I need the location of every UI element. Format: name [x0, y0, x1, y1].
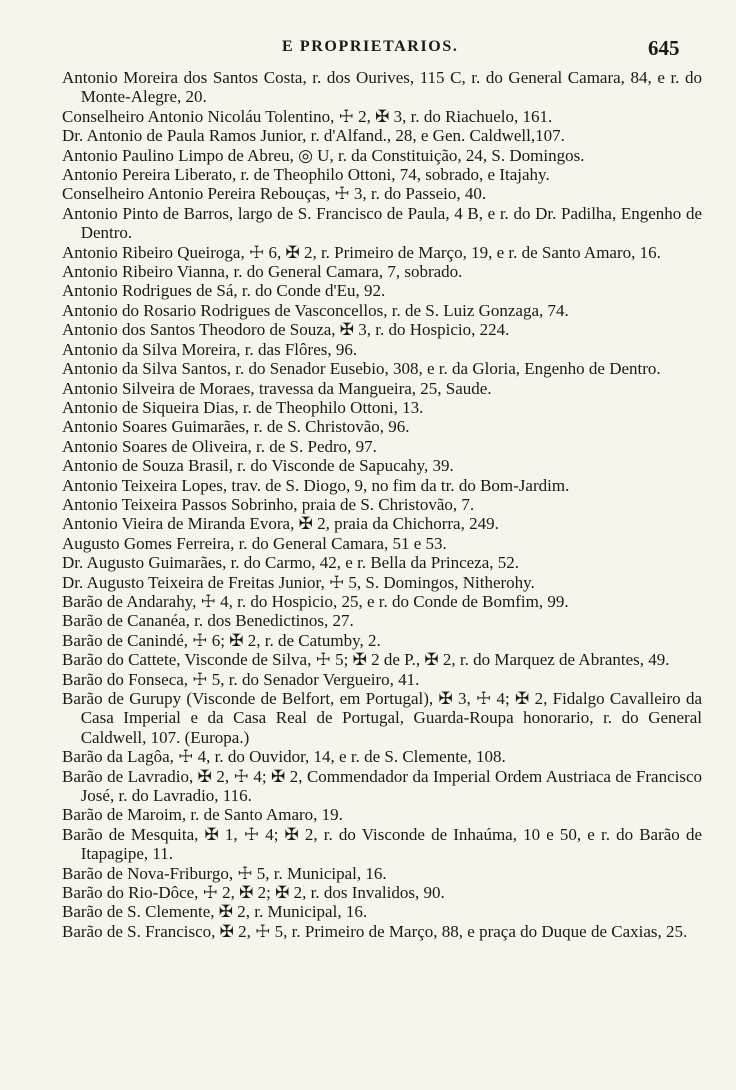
- directory-entry: Dr. Antonio de Paula Ramos Junior, r. d'Alfand., 28, e Gen. Caldwell,107.: [62, 126, 565, 146]
- directory-entry: Barão de Cananéa, r. dos Benedictinos, 27.: [62, 611, 354, 631]
- directory-entry: Antonio do Rosario Rodrigues de Vasconcellos, r. de S. Luiz Gonzaga, 74.: [62, 300, 569, 320]
- directory-entry: Conselheiro Antonio Nicoláu Tolentino, ☩ 2, ✠ 3, r. do Riachuelo, 161.: [62, 106, 553, 126]
- directory-entry: Barão de Canindé, ☩ 6; ✠ 2, r. de Catumby, 2.: [62, 630, 381, 650]
- directory-entry: Barão de Andarahy, ☩ 4, r. do Hospicio, 25, e r. do Conde de Bomfim, 99.: [62, 591, 569, 611]
- directory-entry: Antonio Pinto de Barros, largo de S. Francisco de Paula, 4 B, e r. do Dr. Padilha, Engenho de Dentro.: [62, 203, 702, 243]
- directory-entry: Barão de S. Francisco, ✠ 2, ☩ 5, r. Primeiro de Março, 88, e praça do Duque de Caxias, 25.: [62, 921, 688, 941]
- directory-entry: Antonio Pereira Liberato, r. de Theophilo Ottoni, 74, sobrado, e Itajahy.: [62, 165, 550, 185]
- directory-entry: Dr. Augusto Guimarães, r. do Carmo, 42, e r. Bella da Princeza, 52.: [62, 553, 520, 573]
- directory-entry: Antonio Teixeira Lopes, trav. de S. Diogo, 9, no fim da tr. do Bom-Jardim.: [62, 475, 570, 495]
- directory-entry: Antonio Soares Guimarães, r. de S. Christovão, 96.: [62, 417, 410, 437]
- directory-entry: Antonio Silveira de Moraes, travessa da Mangueira, 25, Saude.: [62, 378, 492, 398]
- directory-entry: Barão de Lavradio, ✠ 2, ☩ 4; ✠ 2, Commendador da Imperial Ordem Austriaca de Francisco José, r. do Lavradio, 116.: [62, 766, 702, 806]
- directory-entry: Barão da Lagôa, ☩ 4, r. do Ouvidor, 14, e r. de S. Clemente, 108.: [62, 747, 506, 767]
- entry-list: [62, 68, 702, 941]
- directory-entry: Barão de Gurupy (Visconde de Belfort, em Portugal), ✠ 3, ☩ 4; ✠ 2, Fidalgo Cavalleiro da Casa Imperial e da Casa Real de Portugal, Guarda-Roupa honorario, r. do General Caldwell, 107. (Europa.): [62, 689, 702, 747]
- directory-entry: Antonio de Souza Brasil, r. do Visconde de Sapucahy, 39.: [62, 456, 454, 476]
- page-number: 645: [648, 36, 680, 60]
- directory-entry: Barão de Maroim, r. de Santo Amaro, 19.: [62, 805, 343, 825]
- directory-entry: Barão do Rio-Dôce, ☩ 2, ✠ 2; ✠ 2, r. dos Invalidos, 90.: [62, 883, 445, 903]
- running-head: [0, 36, 736, 66]
- directory-entry: Conselheiro Antonio Pereira Rebouças, ☩ 3, r. do Passeio, 40.: [62, 184, 487, 204]
- directory-entry: Antonio Moreira dos Santos Costa, r. dos Ourives, 115 C, r. do General Camara, 84, e r. do Monte-Alegre, 20.: [62, 68, 702, 107]
- directory-entry: Barão do Cattete, Visconde de Silva, ☩ 5; ✠ 2 de P., ✠ 2, r. do Marquez de Abrantes, 49.: [62, 650, 670, 670]
- directory-entry: Antonio da Silva Santos, r. do Senador Eusebio, 308, e r. da Gloria, Engenho de Dentro.: [62, 359, 661, 379]
- directory-entry: Antonio Teixeira Passos Sobrinho, praia de S. Christovão, 7.: [62, 494, 475, 514]
- directory-entry: Barão do Fonseca, ☩ 5, r. do Senador Vergueiro, 41.: [62, 669, 420, 689]
- directory-entry: Antonio Rodrigues de Sá, r. do Conde d'Eu, 92.: [62, 281, 386, 301]
- directory-entry: Antonio da Silva Moreira, r. das Flôres, 96.: [62, 339, 358, 359]
- directory-entry: Antonio de Siqueira Dias, r. de Theophilo Ottoni, 13.: [62, 397, 424, 417]
- directory-entry: Antonio Ribeiro Queiroga, ☩ 6, ✠ 2, r. Primeiro de Março, 19, e r. de Santo Amaro, 16.: [62, 242, 661, 262]
- directory-entry: Dr. Augusto Teixeira de Freitas Junior, ☩ 5, S. Domingos, Nitherohy.: [62, 572, 535, 592]
- directory-entry: Antonio Soares de Oliveira, r. de S. Pedro, 97.: [62, 436, 377, 456]
- running-title: E PROPRIETARIOS.: [282, 38, 459, 55]
- directory-entry: Antonio dos Santos Theodoro de Souza, ✠ 3, r. do Hospicio, 224.: [62, 320, 510, 340]
- directory-entry: Antonio Paulino Limpo de Abreu, ◎ U, r. da Constituição, 24, S. Domingos.: [62, 145, 585, 165]
- directory-entry: Barão de Mesquita, ✠ 1, ☩ 4; ✠ 2, r. do Visconde de Inhaúma, 10 e 50, e r. do Barão de Itapagipe, 11.: [62, 824, 702, 864]
- directory-entry: Antonio Ribeiro Vianna, r. do General Camara, 7, sobrado.: [62, 262, 463, 282]
- directory-entry: Augusto Gomes Ferreira, r. do General Camara, 51 e 53.: [62, 533, 447, 553]
- directory-entry: Barão de S. Clemente, ✠ 2, r. Municipal, 16.: [62, 902, 368, 922]
- directory-entry: Barão de Nova-Friburgo, ☩ 5, r. Municipal, 16.: [62, 863, 387, 883]
- directory-entry: Antonio Vieira de Miranda Evora, ✠ 2, praia da Chichorra, 249.: [62, 514, 499, 534]
